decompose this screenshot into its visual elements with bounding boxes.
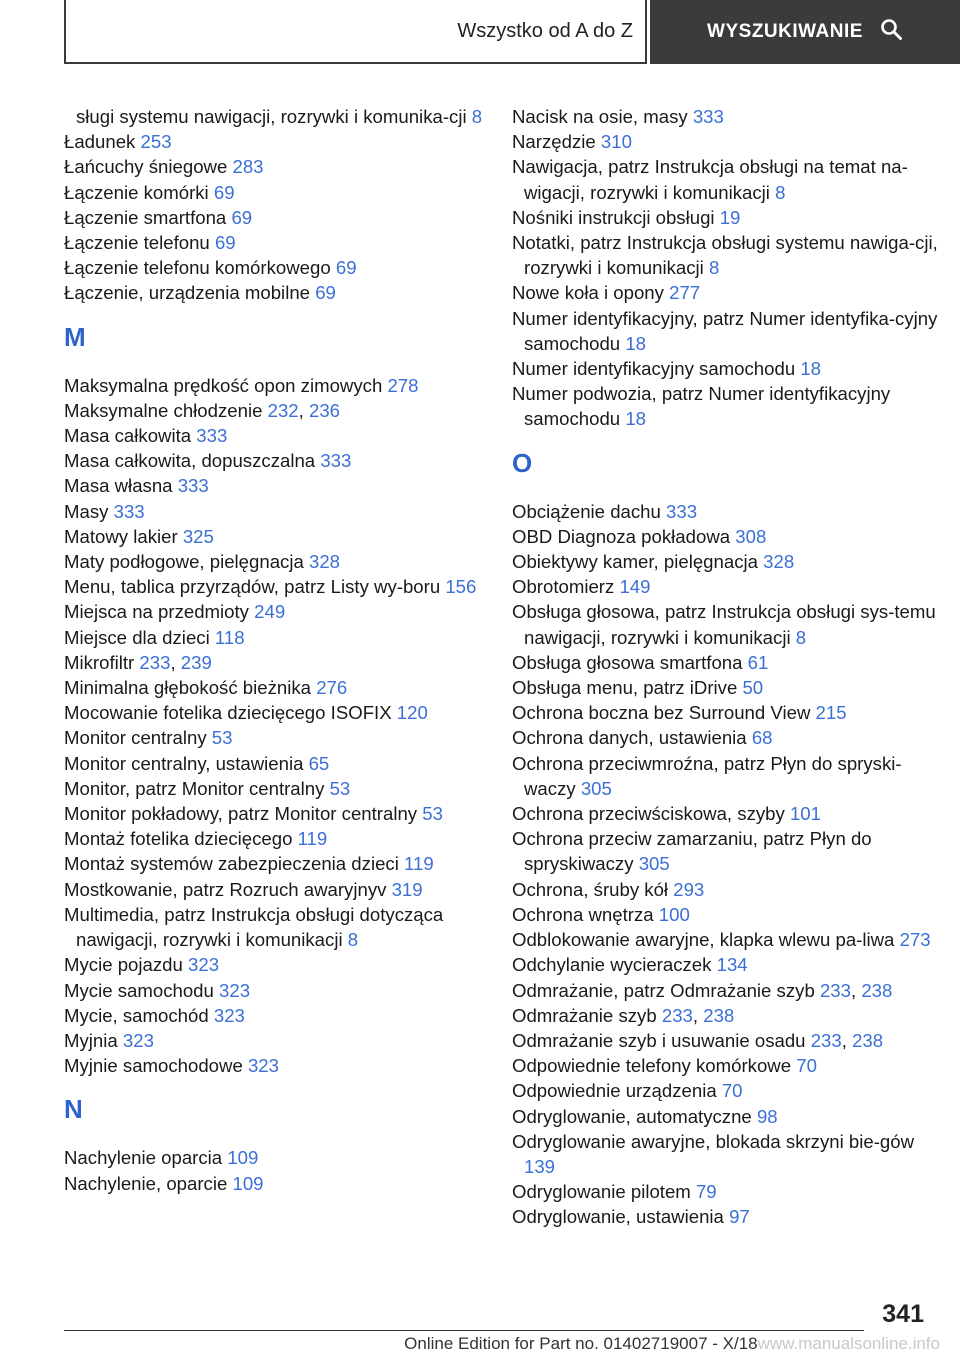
- index-entry-text: Nachylenie oparcia: [64, 1147, 223, 1169]
- page-link[interactable]: 79: [695, 1181, 717, 1203]
- page-link[interactable]: 239: [180, 651, 212, 673]
- page-link[interactable]: 233: [661, 1004, 693, 1026]
- page-link[interactable]: 50: [742, 677, 764, 699]
- section-letter: N: [64, 1094, 83, 1125]
- footer-divider: [64, 1330, 864, 1331]
- tab-search[interactable]: [650, 0, 960, 64]
- index-entry-text: Mycie pojazdu: [64, 954, 183, 976]
- page-link[interactable]: 305: [638, 853, 670, 875]
- index-entry: [64, 1171, 484, 1196]
- index-entry: [64, 978, 484, 1003]
- index-entry-text: Ochrona boczna bez Surround View: [512, 702, 811, 724]
- index-entry: [512, 356, 942, 381]
- page-link[interactable]: 120: [396, 702, 428, 724]
- index-entry: [64, 280, 484, 305]
- index-entry: [512, 205, 942, 230]
- page-link[interactable]: 310: [600, 131, 632, 153]
- index-entry: [64, 230, 484, 255]
- page-link[interactable]: 8: [471, 106, 483, 127]
- index-entry: [64, 902, 484, 952]
- page-link[interactable]: 8: [775, 181, 786, 203]
- page-link[interactable]: 100: [658, 903, 690, 925]
- index-entry-text: Łączenie telefonu komórkowego: [64, 257, 331, 279]
- index-entry: [64, 952, 484, 977]
- index-entry: [512, 751, 942, 801]
- index-entry: [512, 549, 942, 574]
- page-link[interactable]: 328: [308, 551, 341, 573]
- index-entry-text: Odryglowanie, automatyczne: [512, 1105, 752, 1127]
- page-link[interactable]: 53: [211, 727, 233, 749]
- index-entry: [64, 423, 484, 448]
- page-link[interactable]: 65: [308, 752, 330, 774]
- page-link[interactable]: 333: [320, 450, 352, 472]
- index-entry-text: Masa własna: [64, 475, 173, 497]
- page-link[interactable]: 19: [719, 206, 741, 228]
- tab-a-to-z[interactable]: [64, 0, 647, 64]
- index-entry: [64, 675, 484, 700]
- page-link[interactable]: 61: [747, 651, 769, 673]
- page-link[interactable]: 215: [815, 702, 847, 724]
- index-entry: [64, 473, 484, 498]
- index-entry-text: Mocowanie fotelika dziecięcego ISOFIX: [64, 702, 392, 724]
- index-entry-text: Menu, tablica przyrządów, patrz Listy wy‐boru: [64, 576, 441, 598]
- index-entry-text: Monitor pokładowy, patrz Monitor centralny: [64, 803, 418, 825]
- page-link[interactable]: 238: [861, 979, 893, 1001]
- page-link[interactable]: 18: [800, 358, 822, 380]
- page-link[interactable]: 233: [819, 979, 851, 1001]
- page-link[interactable]: 232: [267, 399, 299, 421]
- index-entry-text: Nachylenie, oparcie: [64, 1172, 228, 1194]
- index-entry-text: Łączenie smartfona: [64, 206, 227, 228]
- page-link[interactable]: 69: [231, 206, 253, 228]
- index-entry: [64, 154, 484, 179]
- index-entry-text: Odryglowanie awaryjne, blokada skrzyni bie‐gów: [512, 1130, 915, 1152]
- page-link[interactable]: 328: [763, 551, 795, 573]
- page-link[interactable]: 323: [219, 979, 251, 1001]
- index-entry-text: Maty podłogowe, pielęgnacja: [64, 551, 304, 573]
- index-entry: [512, 1053, 942, 1078]
- index-entry-text: Odmrażanie szyb: [512, 1004, 657, 1026]
- index-entry-text: Odmrażanie, patrz Odmrażanie szyb: [512, 979, 815, 1001]
- footer: [0, 1334, 940, 1354]
- page-link[interactable]: 53: [422, 803, 443, 825]
- page-link[interactable]: 323: [188, 954, 220, 976]
- page-link[interactable]: 323: [122, 1029, 154, 1051]
- page-number: 341: [882, 1300, 924, 1328]
- index-column-left: [64, 104, 484, 1196]
- index-entry-text: Odryglowanie pilotem: [512, 1181, 691, 1203]
- index-entry-text: Masa całkowita, dopuszczalna: [64, 450, 316, 472]
- index-entry: [512, 877, 942, 902]
- index-entry: [64, 625, 484, 650]
- page-link[interactable]: 119: [297, 828, 328, 850]
- index-entry-text: Odchylanie wycieraczek: [512, 954, 712, 976]
- index-entry: Maksymalne chłodzenie 232, 236: [64, 399, 341, 421]
- page-link[interactable]: 119: [404, 853, 434, 875]
- index-entry-text: Monitor centralny: [64, 727, 207, 749]
- page-link[interactable]: 283: [232, 156, 264, 178]
- index-entry-text: Numer identyfikacyjny samochodu: [512, 358, 796, 380]
- index-entry-text: Maksymalne chłodzenie: [64, 399, 263, 421]
- page-link[interactable]: 109: [227, 1147, 259, 1169]
- page-link[interactable]: 149: [619, 576, 651, 598]
- index-entry-text: Monitor centralny, ustawienia: [64, 752, 304, 774]
- search-icon: [879, 17, 903, 47]
- page-link[interactable]: 277: [669, 282, 701, 304]
- page-link[interactable]: 70: [796, 1055, 817, 1077]
- index-entry: [64, 373, 484, 398]
- page-link[interactable]: 233: [810, 1029, 842, 1051]
- index-entry-text: Nacisk na osie, masy: [512, 106, 688, 127]
- page-link[interactable]: 8: [795, 626, 807, 648]
- page-link[interactable]: 238: [852, 1029, 884, 1051]
- index-entry-text: Obrotomierz: [512, 576, 615, 598]
- page-link[interactable]: 18: [625, 332, 646, 354]
- index-entry: [64, 499, 484, 524]
- index-entry: [512, 574, 942, 599]
- index-entry-text: Ochrona przeciwściskowa, szyby: [512, 803, 785, 825]
- index-entry: [512, 725, 942, 750]
- page-link[interactable]: 293: [673, 878, 705, 900]
- index-entry-text: Obsługa menu, patrz iDrive: [512, 677, 738, 699]
- page-link[interactable]: 69: [213, 181, 235, 203]
- page-link[interactable]: 69: [315, 282, 336, 304]
- page-link[interactable]: 323: [213, 1004, 245, 1026]
- index-entry: [512, 1104, 942, 1129]
- index-entry: [64, 129, 484, 154]
- page-link[interactable]: 69: [335, 257, 357, 279]
- index-entry-text: Odpowiednie urządzenia: [512, 1080, 717, 1102]
- footer-edition: Online Edition for Part no. 01402719007 - X/18: [404, 1334, 758, 1353]
- index-entry-text: Obsługa głosowa, patrz Instrukcja obsługi sys‐temu nawigacji, rozrywki i komunikacji: [512, 601, 936, 648]
- index-entry: [512, 1078, 942, 1103]
- index-entry: [512, 306, 942, 356]
- tab-a-to-z-label: Wszystko od A do Z: [457, 19, 633, 42]
- page-link[interactable]: 273: [899, 929, 931, 951]
- index-entry-text: sługi systemu nawigacji, rozrywki i komunika‐cji: [76, 106, 467, 127]
- page-link[interactable]: 97: [729, 1206, 750, 1228]
- page-link[interactable]: 70: [721, 1080, 743, 1102]
- index-entry-text: Matowy lakier: [64, 525, 178, 547]
- index-entry: [512, 650, 942, 675]
- page-link[interactable]: 319: [391, 878, 423, 900]
- page-link[interactable]: 333: [177, 475, 209, 497]
- page-link[interactable]: 236: [308, 399, 341, 421]
- index-entry-text: Łączenie komórki: [64, 181, 209, 203]
- page-link[interactable]: 253: [140, 131, 172, 153]
- index-entry-text: Mycie samochodu: [64, 979, 214, 1001]
- index-entry: [64, 180, 484, 205]
- index-entry-text: Montaż fotelika dziecięcego: [64, 828, 293, 850]
- section-letter: M: [64, 321, 86, 352]
- index-entry-text: Montaż systemów zabezpieczenia dzieci: [64, 853, 399, 875]
- index-entry-text: Ochrona wnętrza: [512, 903, 654, 925]
- index-entry-text: Narzędzie: [512, 131, 596, 153]
- index-entry: Odmrażanie, patrz Odmrażanie szyb 233, 238: [512, 979, 893, 1001]
- page-link[interactable]: 134: [716, 954, 748, 976]
- index-entry-text: Łańcuchy śniegowe: [64, 156, 228, 178]
- page-link[interactable]: 109: [232, 1172, 264, 1194]
- index-entry: [512, 700, 942, 725]
- index-entry: [512, 499, 942, 524]
- page-link[interactable]: 276: [316, 677, 348, 699]
- page-link[interactable]: 18: [625, 408, 646, 430]
- index-entry-text: Obiektywy kamer, pielęgnacja: [512, 551, 758, 573]
- index-entry-text: Nośniki instrukcji obsługi: [512, 206, 715, 228]
- index-entry: [64, 751, 484, 776]
- index-entry-text: Odblokowanie awaryjne, klapka wlewu pa‐liwa: [512, 929, 895, 951]
- index-entry: [64, 877, 484, 902]
- index-entry: [512, 952, 942, 977]
- index-entry-text: Ładunek: [64, 131, 136, 153]
- page-link[interactable]: 249: [254, 601, 286, 623]
- page-link[interactable]: 233: [139, 651, 171, 673]
- index-entry-text: Numer identyfikacyjny, patrz Numer identyfika‐cyjny samochodu: [512, 307, 938, 354]
- page-link[interactable]: 98: [756, 1105, 778, 1127]
- page-link[interactable]: 333: [196, 425, 228, 447]
- index-entry: [512, 599, 942, 649]
- index-entry-text: Minimalna głębokość bieżnika: [64, 677, 312, 699]
- index-entry-text: Ochrona przeciw zamarzaniu, patrz Płyn do spryskiwaczy: [512, 828, 872, 875]
- page-link[interactable]: 333: [666, 500, 698, 522]
- index-entry: Odmrażanie szyb i usuwanie osadu 233, 238: [512, 1029, 884, 1051]
- index-entry: [64, 725, 484, 750]
- index-entry-text: Nawigacja, patrz Instrukcja obsługi na temat na‐wigacji, rozrywki i komunikacji: [512, 156, 908, 203]
- section-letter: O: [512, 447, 533, 478]
- index-entry-text: Myjnia: [64, 1029, 118, 1051]
- index-entry-text: Odryglowanie, ustawienia: [512, 1206, 724, 1228]
- footer-site: www.manualsonline.info: [757, 1334, 940, 1353]
- index-entry: [512, 826, 942, 876]
- index-entry: [512, 1204, 942, 1229]
- index-entry: [512, 902, 942, 927]
- index-entry: [512, 801, 942, 826]
- index-entry: [512, 280, 942, 305]
- index-entry-text: Mostkowanie, patrz Rozruch awaryjnyv: [64, 878, 387, 900]
- index-entry: [512, 104, 942, 129]
- index-entry: [64, 599, 484, 624]
- page-link[interactable]: 333: [113, 500, 145, 522]
- index-entry-text: Masa całkowita: [64, 425, 192, 447]
- index-entry-text: Miejsca na przedmioty: [64, 601, 249, 623]
- index-entry-text: Łączenie telefonu: [64, 232, 210, 254]
- index-entry: [64, 1028, 484, 1053]
- page-link[interactable]: 323: [247, 1055, 279, 1077]
- index-entry: [64, 1003, 484, 1028]
- index-entry: [64, 104, 484, 129]
- index-entry-text: OBD Diagnoza pokładowa: [512, 525, 731, 547]
- index-entry-text: Mikrofiltr: [64, 651, 135, 673]
- index-entry: [64, 574, 484, 599]
- index-entry-text: Odpowiednie telefony komórkowe: [512, 1055, 792, 1077]
- index-entry: [512, 524, 942, 549]
- page-link[interactable]: 69: [214, 232, 236, 254]
- page-link[interactable]: 305: [580, 777, 612, 799]
- index-entry: [64, 700, 484, 725]
- page-link[interactable]: 139: [524, 1155, 556, 1177]
- page-link[interactable]: 101: [789, 803, 821, 825]
- index-entry: [64, 205, 484, 230]
- top-navigation: [64, 0, 960, 66]
- index-entry-text: Notatki, patrz Instrukcja obsługi systemu nawiga‐cji, rozrywki i komunikacji: [512, 232, 938, 279]
- index-entry: [64, 549, 484, 574]
- index-entry: [64, 448, 484, 473]
- index-entry-text: Łączenie, urządzenia mobilne: [64, 282, 311, 304]
- index-entry: [512, 129, 942, 154]
- index-entry-text: Odmrażanie szyb i usuwanie osadu: [512, 1029, 806, 1051]
- page-link[interactable]: 8: [347, 929, 359, 951]
- index-entry: [64, 826, 484, 851]
- page-link[interactable]: 333: [692, 106, 724, 127]
- index-entry-text: Mycie, samochód: [64, 1004, 209, 1026]
- index-entry: [512, 1179, 942, 1204]
- page-link[interactable]: 8: [708, 257, 720, 279]
- page-link[interactable]: 278: [387, 374, 419, 396]
- page-link[interactable]: 68: [751, 727, 773, 749]
- index-entry-text: Miejsce dla dzieci: [64, 626, 210, 648]
- index-entry-text: Maksymalna prędkość opon zimowych: [64, 374, 383, 396]
- index-entry: [64, 524, 484, 549]
- page-link[interactable]: 53: [329, 777, 351, 799]
- index-entry: Mikrofiltr 233, 239: [64, 651, 212, 673]
- index-entry: [512, 927, 942, 952]
- page-link[interactable]: 325: [182, 525, 214, 547]
- index-entry: [512, 1129, 942, 1179]
- index-entry: [64, 851, 484, 876]
- index-entry: [512, 154, 942, 204]
- index-entry: [512, 381, 942, 431]
- index-entry-text: Ochrona przeciwmroźna, patrz Płyn do spryski‐waczy: [512, 752, 902, 799]
- index-entry: [64, 801, 484, 826]
- index-entry-text: Ochrona danych, ustawienia: [512, 727, 747, 749]
- page-link[interactable]: 118: [214, 626, 245, 648]
- page-link[interactable]: 238: [703, 1004, 735, 1026]
- index-entry-text: Obciążenie dachu: [512, 500, 661, 522]
- index-entry-text: Nowe koła i opony: [512, 282, 664, 304]
- index-column-right: [512, 104, 942, 1230]
- index-entry-text: Multimedia, patrz Instrukcja obsługi dotycząca nawigacji, rozrywki i komunikacji: [64, 903, 444, 951]
- page-link[interactable]: 156: [445, 576, 477, 598]
- index-entry: [64, 1145, 484, 1170]
- index-entry-text: Obsługa głosowa smartfona: [512, 651, 743, 673]
- index-entry: [64, 1053, 484, 1078]
- index-entry: [64, 776, 484, 801]
- page-link[interactable]: 308: [735, 525, 767, 547]
- tab-search-label: WYSZUKIWANIE: [707, 21, 863, 42]
- index-entry-text: Ochrona, śruby kół: [512, 878, 669, 900]
- index-entry-text: Numer podwozia, patrz Numer identyfikacyjny samochodu: [512, 383, 891, 430]
- index-entry-text: Myjnie samochodowe: [64, 1055, 243, 1077]
- index-entry-text: Masy: [64, 500, 109, 522]
- index-entry: [512, 675, 942, 700]
- index-entry: Odmrażanie szyb 233, 238: [512, 1004, 735, 1026]
- index-entry-text: Monitor, patrz Monitor centralny: [64, 777, 325, 799]
- index-entry: [64, 255, 484, 280]
- index-entry: [512, 230, 942, 280]
